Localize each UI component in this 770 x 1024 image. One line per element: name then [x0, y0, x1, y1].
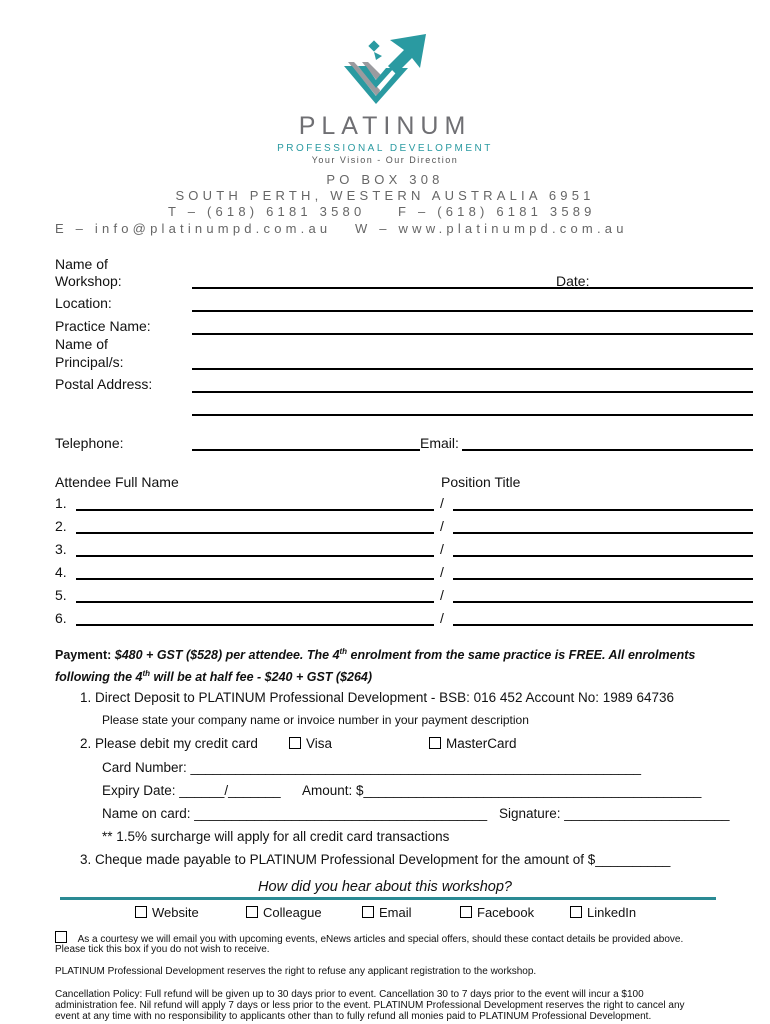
- optout-checkbox[interactable]: [55, 931, 67, 943]
- email-field[interactable]: [462, 449, 753, 451]
- attendee-name-field[interactable]: [76, 578, 434, 580]
- platinum-logo-icon: [330, 28, 440, 118]
- position-title-field[interactable]: [453, 509, 753, 511]
- survey-option-facebook[interactable]: [460, 905, 534, 920]
- cancellation-policy-1: Cancellation Policy: Full refund will be given up to 30 days prior to event. Cancellation 30 to 7 days prior to the event will incur a $100: [55, 989, 644, 1000]
- payment-label: Payment:: [55, 648, 112, 663]
- phone-number: T – (618) 6181 3580: [168, 204, 366, 219]
- separator: /: [440, 518, 444, 534]
- option-label: Email: [379, 905, 412, 920]
- position-title-field[interactable]: [453, 624, 753, 626]
- payment-text-2a: following the 4: [55, 670, 143, 685]
- checkbox-icon: [135, 906, 147, 918]
- label-email: Email:: [420, 435, 459, 451]
- payment-option-note: Please state your company name or invoice number in your payment description: [102, 713, 529, 727]
- label-workshop: Workshop:: [55, 273, 122, 289]
- label-name-of-2: Name of: [55, 336, 108, 352]
- survey-option-linkedin[interactable]: [570, 905, 636, 920]
- checkbox-icon: [570, 906, 582, 918]
- attendee-row-number: 6.: [55, 610, 67, 626]
- principals-field[interactable]: [192, 368, 753, 370]
- payment-text-2b: will be at half fee - $240 + GST ($264): [150, 670, 373, 685]
- name-on-card-field[interactable]: Name on card: _______________________________________: [102, 806, 488, 821]
- optout-text-2: Please tick this box if you do not wish to receive.: [55, 944, 270, 955]
- cancellation-policy-2: administration fee. Nil refund will apply 7 days or less prior to the event. PLATINUM Professional Development reserves the right to cancel any: [55, 1000, 685, 1011]
- card-number-field[interactable]: Card Number: ____________________________________________________________: [102, 760, 642, 775]
- postal-address-field[interactable]: [192, 391, 753, 393]
- mastercard-checkbox[interactable]: [429, 736, 517, 751]
- separator: /: [440, 610, 444, 626]
- attendee-name-header: Attendee Full Name: [55, 474, 179, 490]
- reserve-text: PLATINUM Professional Development reserves the right to refuse any applicant registration to the workshop.: [55, 966, 537, 977]
- position-title-field[interactable]: [453, 601, 753, 603]
- cancellation-policy-3: event at any time with no responsibility to applicants other than to fully refund all monies paid to PLATINUM Professional Development.: [55, 1011, 652, 1022]
- address-city: SOUTH PERTH, WESTERN AUSTRALIA 6951: [175, 188, 595, 203]
- attendee-name-field[interactable]: [76, 532, 434, 534]
- attendee-name-field[interactable]: [76, 555, 434, 557]
- attendee-row-number: 1.: [55, 495, 67, 511]
- website-address: W – www.platinumpd.com.au: [355, 221, 628, 236]
- visa-checkbox[interactable]: [289, 736, 332, 751]
- signature-field[interactable]: Signature: ______________________: [499, 806, 730, 821]
- label-principals: Principal/s:: [55, 354, 124, 370]
- position-title-field[interactable]: [453, 532, 753, 534]
- practice-name-field[interactable]: [192, 333, 753, 335]
- option-label: Website: [152, 905, 199, 920]
- superscript: th: [339, 647, 348, 656]
- label-location: Location:: [55, 295, 112, 311]
- brand-subtitle: PROFESSIONAL DEVELOPMENT: [277, 143, 493, 154]
- fax-number: F – (618) 6181 3589: [398, 204, 596, 219]
- label-practice-name: Practice Name:: [55, 318, 151, 334]
- position-title-field[interactable]: [453, 578, 753, 580]
- brand-name: PLATINUM: [298, 112, 472, 140]
- separator: /: [440, 564, 444, 580]
- postal-address-field-2[interactable]: [192, 414, 753, 416]
- divider: [60, 897, 716, 900]
- address-po-box: PO BOX 308: [326, 172, 444, 187]
- email-address: E – info@platinumpd.com.au: [55, 221, 332, 236]
- position-title-header: Position Title: [441, 474, 521, 490]
- checkbox-icon: [429, 737, 441, 749]
- payment-option-credit-card: 2. Please debit my credit card: [80, 736, 258, 751]
- separator: /: [440, 541, 444, 557]
- optout-line: [55, 931, 683, 945]
- payment-text: $480 + GST ($528) per attendee. The 4: [114, 648, 340, 663]
- attendee-name-field[interactable]: [76, 624, 434, 626]
- superscript: th: [142, 669, 151, 678]
- option-label: LinkedIn: [587, 905, 637, 920]
- workshop-field[interactable]: [192, 287, 753, 289]
- survey-option-colleague[interactable]: [246, 905, 322, 920]
- label-postal-address: Postal Address:: [55, 376, 153, 392]
- separator: /: [440, 495, 444, 511]
- checkbox-icon: [289, 737, 301, 749]
- attendee-row-number: 5.: [55, 587, 67, 603]
- payment-terms-line2: [55, 669, 372, 684]
- amount-field[interactable]: Amount: $_____________________________________________: [302, 783, 702, 798]
- visa-label: Visa: [306, 736, 333, 751]
- location-field[interactable]: [192, 310, 753, 312]
- option-label: Colleague: [263, 905, 322, 920]
- position-title-field[interactable]: [453, 555, 753, 557]
- label-date: Date:: [556, 273, 590, 289]
- attendee-row-number: 4.: [55, 564, 67, 580]
- brand-tagline: Your Vision - Our Direction: [311, 155, 459, 165]
- label-telephone: Telephone:: [55, 435, 124, 451]
- attendee-name-field[interactable]: [76, 601, 434, 603]
- separator: /: [440, 587, 444, 603]
- checkbox-icon: [362, 906, 374, 918]
- label-name-of: Name of: [55, 256, 108, 272]
- attendee-name-field[interactable]: [76, 509, 434, 511]
- survey-option-email[interactable]: [362, 905, 412, 920]
- payment-text-b: enrolment from the same practice is FREE. All enrolments: [347, 648, 696, 663]
- payment-terms-line1: [55, 647, 755, 662]
- survey-option-website[interactable]: [135, 905, 199, 920]
- telephone-field[interactable]: [192, 449, 420, 451]
- checkbox-icon: [460, 906, 472, 918]
- option-label: Facebook: [477, 905, 535, 920]
- survey-question: How did you hear about this workshop?: [258, 879, 512, 895]
- optout-text: As a courtesy we will email you with upcoming events, eNews articles and special offers, should these contact details be provided above.: [77, 934, 684, 945]
- surcharge-note: ** 1.5% surcharge will apply for all credit card transactions: [102, 829, 450, 844]
- payment-option-cheque[interactable]: 3. Cheque made payable to PLATINUM Professional Development for the amount of $__________: [80, 852, 671, 867]
- mastercard-label: MasterCard: [446, 736, 517, 751]
- expiry-date-field[interactable]: Expiry Date: ______/_______: [102, 783, 281, 798]
- checkbox-icon: [246, 906, 258, 918]
- payment-option-direct-deposit: 1. Direct Deposit to PLATINUM Professional Development - BSB: 016 452 Account No: 1989 64736: [80, 690, 675, 705]
- attendee-row-number: 2.: [55, 518, 67, 534]
- attendee-row-number: 3.: [55, 541, 67, 557]
